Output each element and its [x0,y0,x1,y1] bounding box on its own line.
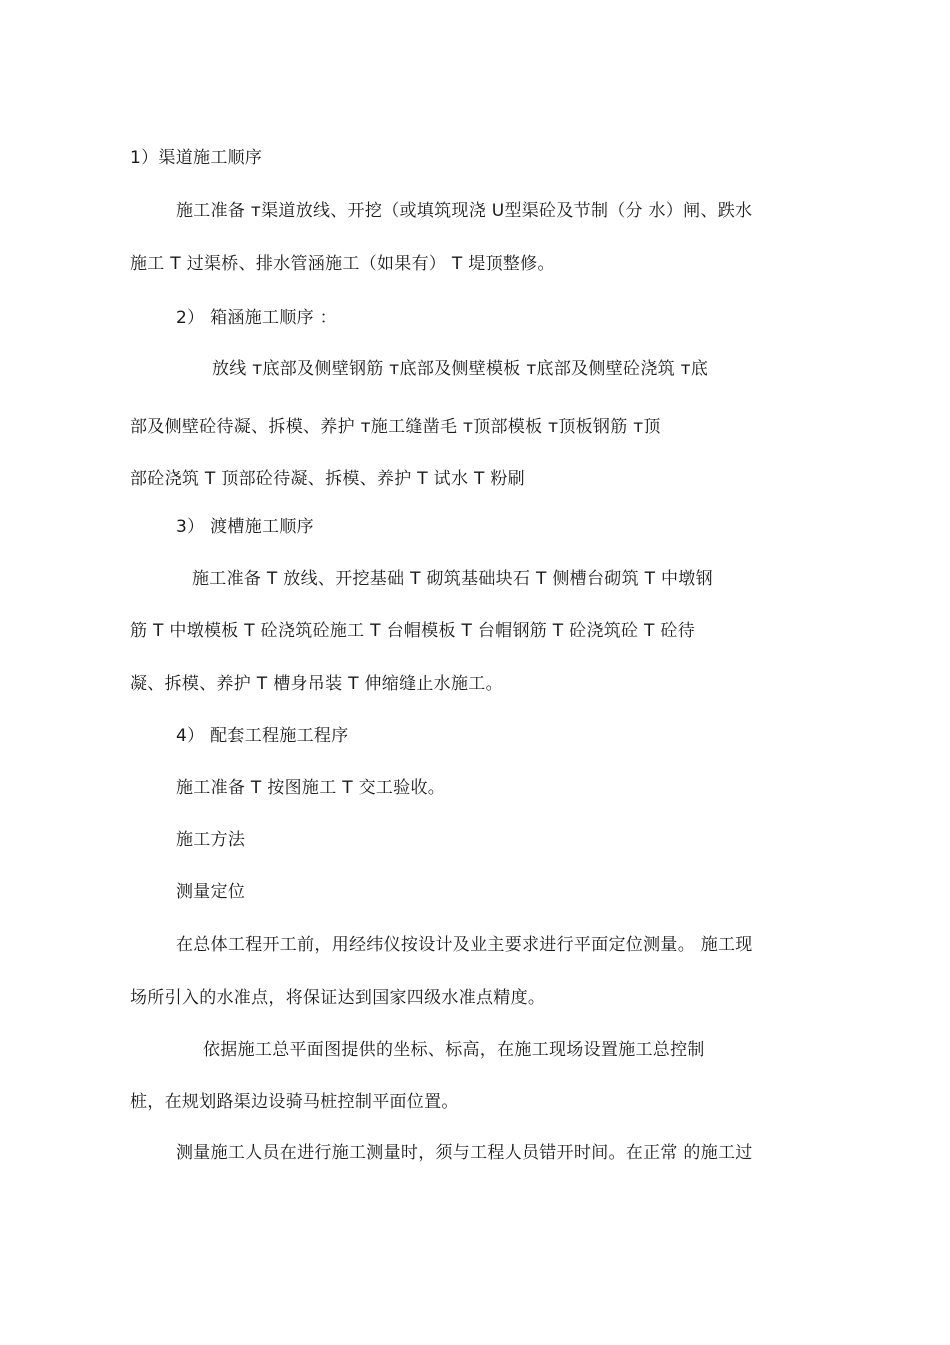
heading-channel-sequence: 1）渠道施工顺序 [130,148,263,168]
paragraph-line: 测量施工人员在进行施工测量时，须与工程人员错开时间。在正常 的施工过 [176,1143,753,1163]
paragraph-line: 施工准备 T 按图施工 T 交工验收。 [176,778,446,798]
heading-aqueduct-sequence: 3） 渡槽施工顺序 [176,517,314,537]
paragraph-line: 部砼浇筑 T 顶部砼待凝、拆模、养护 T 试水 T 粉刷 [130,469,525,489]
paragraph-line: 施工准备 ᴛ渠道放线、开挖（或填筑现浇 U型渠砼及节制（分 水）闸、跌水 [176,201,753,221]
paragraph-line: 放线 ᴛ底部及侧壁钢筋 ᴛ底部及侧壁模板 ᴛ底部及侧壁砼浇筑 ᴛ底 [212,359,709,379]
heading-supporting-works: 4） 配套工程施工程序 [176,726,349,746]
paragraph-line: 部及侧壁砼待凝、拆模、养护 ᴛ施工缝凿毛 ᴛ顶部模板 ᴛ顶板钢筋 ᴛ顶 [130,417,661,437]
paragraph-line: 场所引入的水准点，将保证达到国家四级水准点精度。 [130,988,546,1008]
paragraph-line: 桩，在规划路渠边设骑马桩控制平面位置。 [130,1092,459,1112]
paragraph-line: 施工 T 过渠桥、排水管涵施工（如果有） T 堤顶整修。 [130,254,555,274]
paragraph-line: 依据施工总平面图提供的坐标、标高，在施工现场设置施工总控制 [203,1040,705,1060]
paragraph-line: 筋 T 中墩模板 T 砼浇筑砼施工 T 台帽模板 T 台帽钢筋 T 砼浇筑砼 T 砼待 [130,621,696,641]
heading-construction-method: 施工方法 [176,830,246,850]
paragraph-line: 凝、拆模、养护 T 槽身吊装 T 伸缩缝止水施工。 [130,674,503,694]
heading-box-culvert-sequence: 2） 箱涵施工顺序 ： [176,308,337,328]
paragraph-line: 施工准备 T 放线、开挖基础 T 砌筑基础块石 T 侧槽台砌筑 T 中墩钢 [192,569,713,589]
heading-survey-positioning: 测量定位 [176,882,246,902]
paragraph-line: 在总体工程开工前，用经纬仪按设计及业主要求进行平面定位测量。 施工现 [176,935,753,955]
